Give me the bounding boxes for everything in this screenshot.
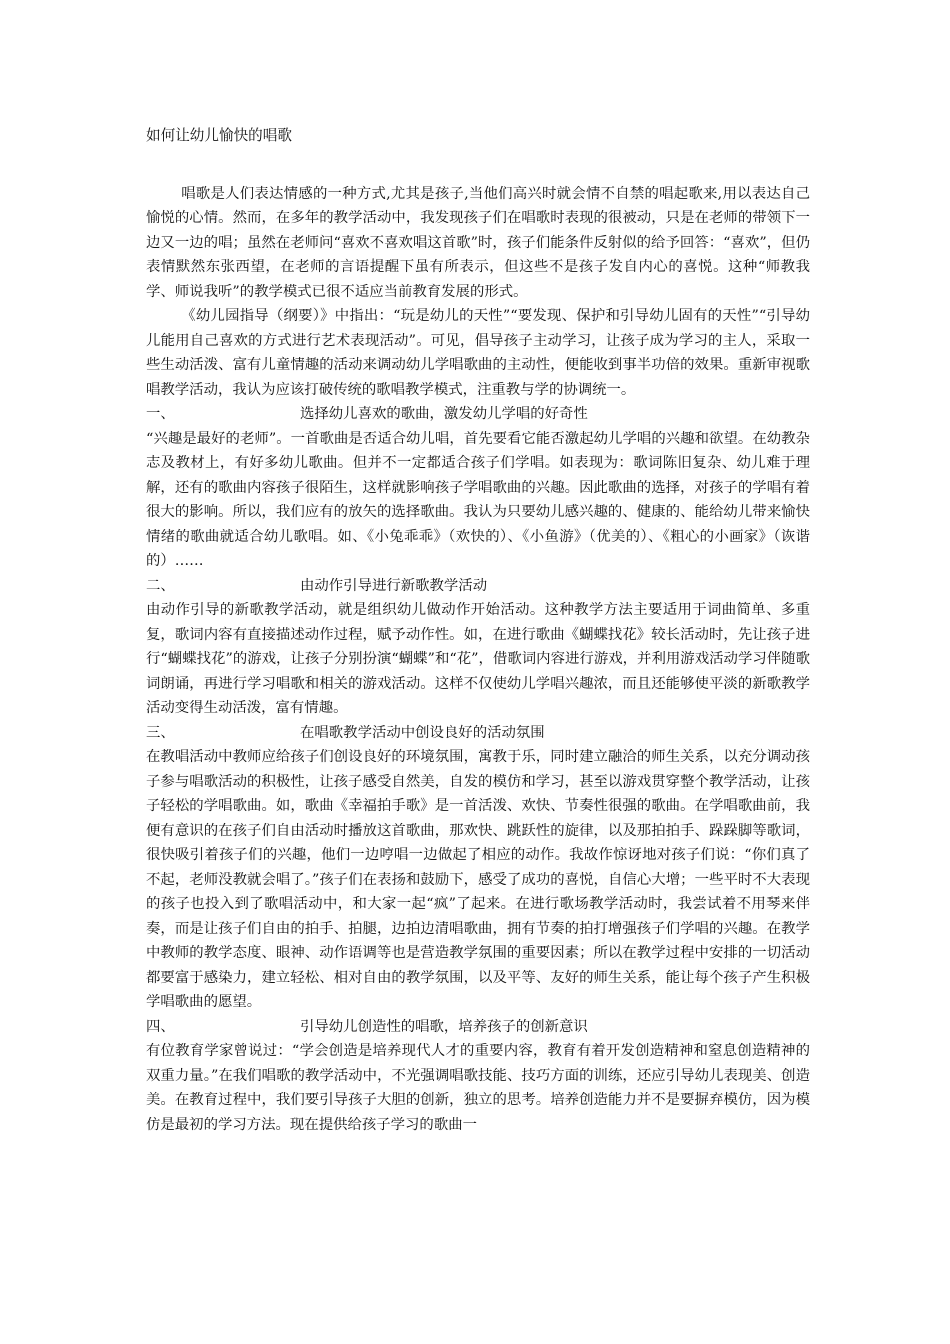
intro-paragraph-2: 《幼儿园指导（纲要）》中指出：“玩是幼儿的天性”“要发现、保护和引导幼儿固有的天性”“引导幼儿能用自己喜欢的方式进行艺术表现活动”。可见，倡导孩子主动学习，让孩子成为学习的主人，采取一些生动活泼、富有儿童情趣的活动来调动幼儿学唱歌曲的主动性，便能收到事半功倍的效果。重新审视歌唱教学活动，我认为应该打破传统的歌唱教学模式，注重教与学的协调统一。 <box>146 308 810 398</box>
section-2-title: 由动作引导进行新歌教学活动 <box>300 577 488 594</box>
section-1-number: 一、 <box>146 406 175 422</box>
section-4-heading <box>146 1015 810 1040</box>
section-3-title: 在唱歌教学活动中创设良好的活动氛围 <box>300 724 545 741</box>
section-2-heading <box>146 574 810 599</box>
document-page <box>146 124 810 1137</box>
section-1-title: 选择幼儿喜欢的歌曲，激发幼儿学唱的好奇性 <box>300 406 588 422</box>
section-3-number: 三、 <box>146 724 175 741</box>
section-2-body: 由动作引导的新歌教学活动，就是组织幼儿做动作开始活动。这种教学方法主要适用于词曲简单、多重复，歌词内容有直接描述动作过程，赋予动作性。如，在进行歌曲《蝴蝶找花》较长活动时，先让孩子进行“蝴蝶找花”的游戏，让孩子分别扮演“蝴蝶”和“花”，借歌词内容进行游戏，并利用游戏活动学习伴随歌词朗诵，再进行学习唱歌和相关的游戏活动。这样不仅使幼儿学唱兴趣浓，而且还能够使平淡的新歌教学活动变得生动活泼，富有情趣。 <box>146 602 810 716</box>
section-3-heading <box>146 721 810 746</box>
section-1-heading <box>146 402 810 427</box>
section-2-number: 二、 <box>146 577 175 594</box>
intro-paragraph-1: 唱歌是人们表达情感的一种方式,尤其是孩子,当他们高兴时就会情不自禁的唱起歌来,用以表达自己愉悦的心情。然而，在多年的教学活动中，我发现孩子们在唱歌时表现的很被动，只是在老师的带领下一边又一边的唱；虽然在老师问“喜欢不喜欢唱这首歌”时，孩子们能条件反射似的给予回答：“喜欢”，但仍表情默然东张西望，在老师的言语提醒下虽有所表示，但这些不是孩子发自内心的喜悦。这种“师教我学、师说我听”的教学模式已很不适应当前教育发展的形式。 <box>146 185 810 300</box>
title-spacer <box>146 149 810 182</box>
section-4-title: 引导幼儿创造性的唱歌，培养孩子的创新意识 <box>300 1018 588 1035</box>
section-4-number: 四、 <box>146 1018 175 1035</box>
section-4-body: 有位教育学家曾说过：“学会创造是培养现代人才的重要内容，教育有着开发创造精神和窒息创造精神的双重力量。”在我们唱歌的教学活动中，不光强调唱歌技能、技巧方面的训练，还应引导幼儿表现美、创造美。在教育过程中，我们要引导孩子大胆的创新，独立的思考。培养创造能力并不是要摒弃模仿，因为模仿是最初的学习方法。现在提供给孩子学习的歌曲一 <box>146 1043 810 1133</box>
section-3-body: 在教唱活动中教师应给孩子们创设良好的环境氛围，寓教于乐，同时建立融洽的师生关系，以充分调动孩子参与唱歌活动的积极性，让孩子感受自然美，自发的模仿和学习，甚至以游戏贯穿整个教学活动，让孩子轻松的学唱歌曲。如，歌曲《幸福拍手歌》是一首活泼、欢快、节奏性很强的歌曲。在学唱歌曲前，我便有意识的在孩子们自由活动时播放这首歌曲，那欢快、跳跃性的旋律，以及那拍拍手、跺跺脚等歌词，很快吸引着孩子们的兴趣，他们一边哼唱一边做起了相应的动作。我故作惊讶地对孩子们说：“你们真了不起，老师没教就会唱了。”孩子们在表扬和鼓励下，感受了成功的喜悦，自信心大增；一些平时不大表现的孩子也投入到了歌唱活动中，和大家一起“疯”了起来。在进行歌场教学活动时，我尝试着不用琴来伴奏，而是让孩子们自由的拍手、拍腿，边拍边清唱歌曲，拥有节奏的拍打增强孩子们学唱的兴趣。在教学中教师的教学态度、眼神、动作语调等也是营造教学氛围的重要因素；所以在教学过程中安排的一切活动都要富于感染力，建立轻松、相对自由的教学氛围，以及平等、友好的师生关系，能让每个孩子产生积极学唱歌曲的愿望。 <box>146 749 810 1010</box>
document-title: 如何让幼儿愉快的唱歌 <box>146 127 292 144</box>
section-1-body: “兴趣是最好的老师”。一首歌曲是否适合幼儿唱，首先要看它能否激起幼儿学唱的兴趣和欲望。在幼教杂志及教材上，有好多幼儿歌曲。但并不一定都适合孩子们学唱。如表现为：歌词陈旧复杂、幼儿难于理解，还有的歌曲内容孩子很陌生，这样就影响孩子学唱歌曲的兴趣。因此歌曲的选择，对孩子的学唱有着很大的影响。所以，我们应有的放矢的选择歌曲。我认为只要幼儿感兴趣的、健康的、能给幼儿带来愉快情绪的歌曲就适合幼儿歌唱。如、《小兔乖乖》（欢快的）、《小鱼游》（优美的）、《粗心的小画家》（诙谐的）…… <box>146 430 810 569</box>
